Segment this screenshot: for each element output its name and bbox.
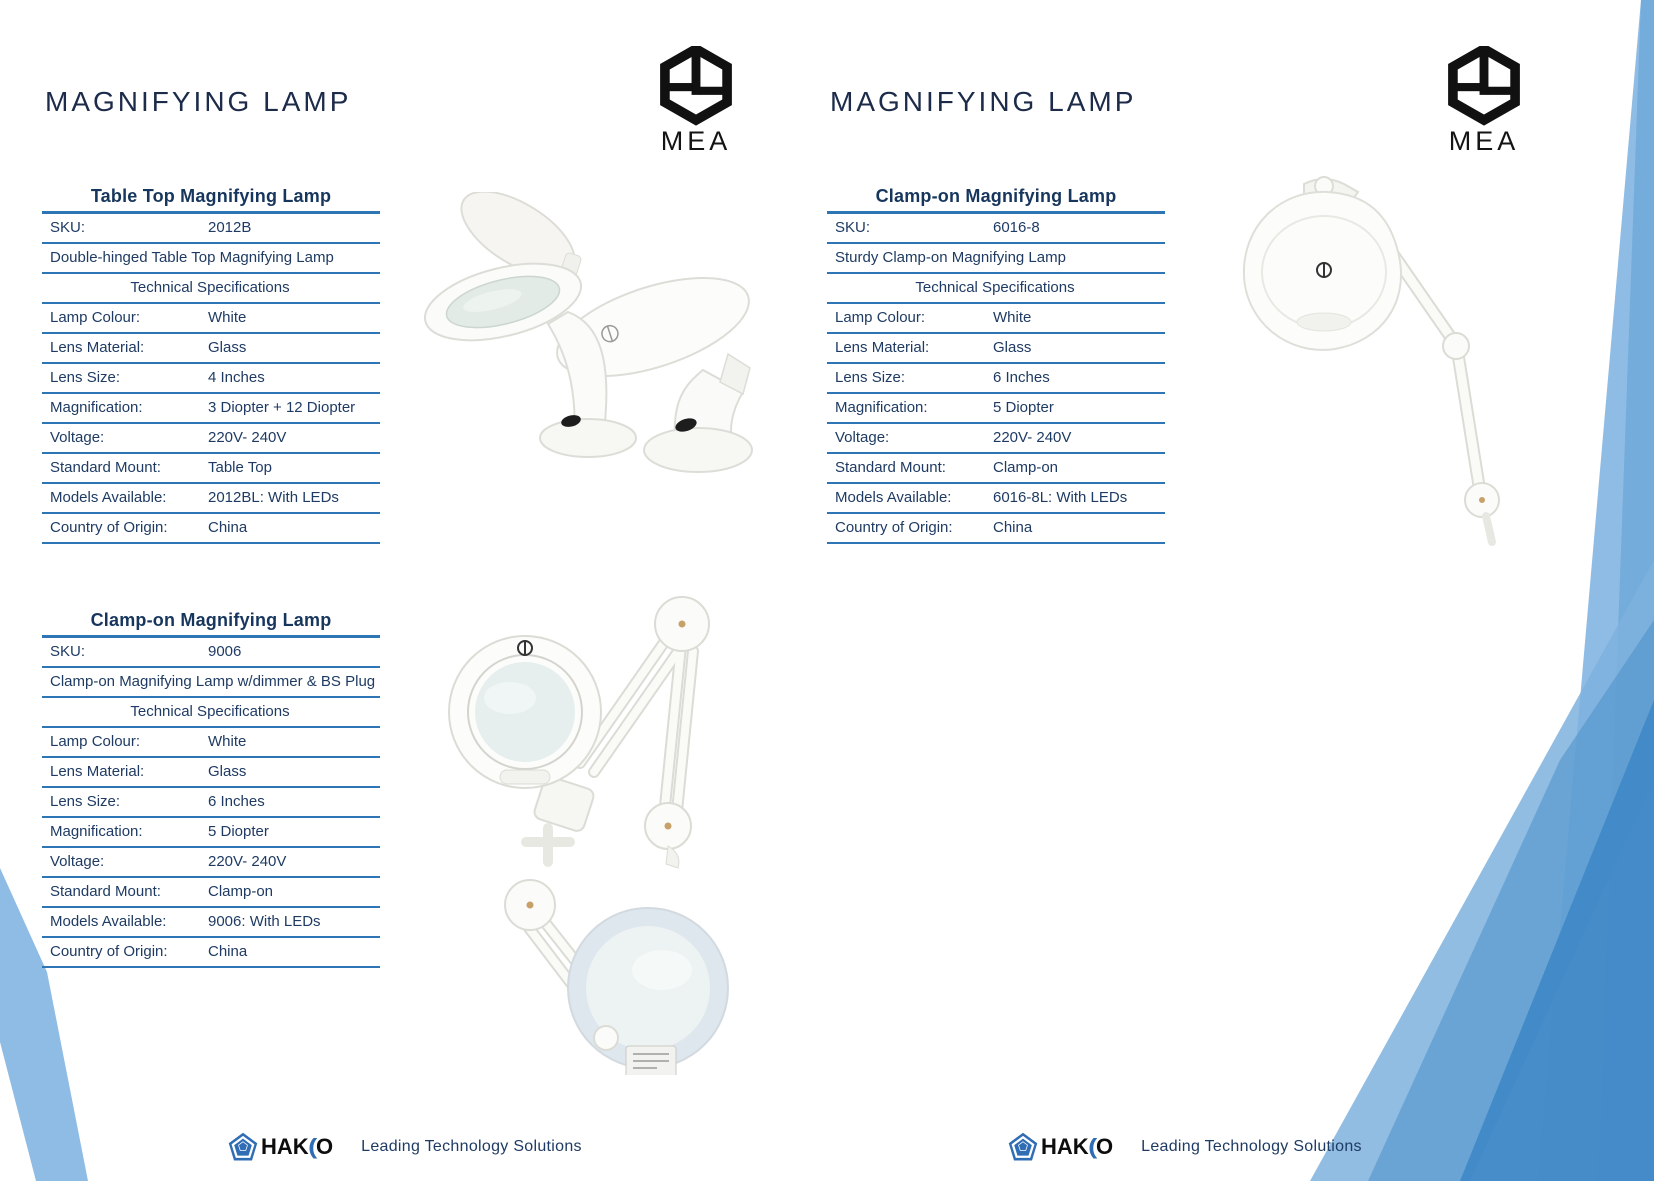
spec-label: SKU: [835, 219, 871, 236]
spec-value: 220V- 240V [208, 853, 287, 870]
spec-label: Lens Size: [835, 369, 906, 386]
mea-hexagon-icon [659, 46, 733, 126]
spec-row [42, 334, 380, 364]
spec-value: 220V- 240V [208, 429, 287, 446]
hakko-logo [228, 1132, 333, 1162]
spec-row [42, 758, 380, 788]
spec-row [42, 304, 380, 334]
spec-value: Glass [208, 339, 247, 356]
spec-value: 6 Inches [208, 793, 265, 810]
spec-row [42, 908, 380, 938]
spec-label: Country of Origin: [50, 943, 168, 960]
spec-row [42, 728, 380, 758]
spec-row [42, 848, 380, 878]
spec-row [42, 818, 380, 848]
spec-value: 220V- 240V [993, 429, 1072, 446]
product-photo-clamp-lamp-9006 [430, 550, 755, 1075]
spec-row [42, 484, 380, 514]
spec-label: Lens Size: [50, 793, 121, 810]
spec-label: Magnification: [835, 399, 928, 416]
spec-row [827, 424, 1165, 454]
spec-row [42, 364, 380, 394]
spec-row [42, 454, 380, 484]
hakko-wordmark: HAK(O [1041, 1134, 1114, 1159]
sku-row [42, 214, 380, 244]
mea-logo-left [638, 46, 754, 155]
table-title: Table Top Magnifying Lamp [42, 186, 380, 214]
spec-row [42, 938, 380, 968]
footer-left [228, 1130, 582, 1164]
spec-value: 2012B [208, 219, 252, 236]
spec-value: Clamp-on [208, 883, 274, 900]
table-title: Clamp-on Magnifying Lamp [42, 610, 380, 638]
hakko-wordmark: HAK(O [261, 1134, 334, 1159]
description-row: Double-hinged Table Top Magnifying Lamp [42, 244, 380, 274]
spec-value: 9006: With LEDs [208, 913, 321, 930]
spec-row [827, 364, 1165, 394]
page-title-left: MAGNIFYING LAMP [45, 86, 352, 117]
spec-value: 5 Diopter [208, 823, 269, 840]
footer-tagline: Leading Technology Solutions [361, 1138, 582, 1155]
product-photo-clamp-lamp-6016 [1212, 170, 1547, 560]
spec-value: China [208, 943, 248, 960]
product-photo-table-top-lamp [398, 192, 793, 487]
spec-value: Clamp-on [993, 459, 1059, 476]
spec-row [827, 334, 1165, 364]
spec-value: 3 Diopter + 12 Diopter [208, 399, 356, 416]
spec-table-table-top [42, 186, 380, 544]
sku-row [42, 638, 380, 668]
spec-value: 6016-8L: With LEDs [993, 489, 1128, 506]
spec-label: Lens Size: [50, 369, 121, 386]
spec-label: Lens Material: [835, 339, 930, 356]
mea-hexagon-icon [1447, 46, 1521, 126]
spec-value: White [208, 309, 247, 326]
spec-value: 6 Inches [993, 369, 1050, 386]
spec-value: White [993, 309, 1032, 326]
spec-label: Models Available: [835, 489, 952, 506]
spec-row [827, 484, 1165, 514]
hakko-pentagon-icon [228, 1132, 258, 1162]
spec-label: Standard Mount: [50, 459, 161, 476]
hakko-paren-glyph: ( [1087, 1134, 1097, 1159]
footer-right [1008, 1130, 1362, 1164]
spec-row [827, 394, 1165, 424]
spec-value: China [208, 519, 248, 536]
spec-value: Table Top [208, 459, 272, 476]
description-row: Sturdy Clamp-on Magnifying Lamp [827, 244, 1165, 274]
spec-label: Voltage: [50, 853, 105, 870]
spec-row [827, 514, 1165, 544]
spec-value: Glass [208, 763, 247, 780]
mea-logo-text: MEA [660, 126, 732, 156]
spec-label: Magnification: [50, 823, 143, 840]
spec-table-clamp-6016 [827, 186, 1165, 544]
page-title-right: MAGNIFYING LAMP [830, 86, 1137, 117]
spec-label: Models Available: [50, 489, 167, 506]
spec-value: 2012BL: With LEDs [208, 489, 339, 506]
spec-value: 9006 [208, 643, 242, 660]
spec-value: Glass [993, 339, 1032, 356]
spec-value: 4 Inches [208, 369, 265, 386]
spec-value: 6016-8 [993, 219, 1040, 236]
spec-value: 5 Diopter [993, 399, 1054, 416]
spec-label: Lens Material: [50, 339, 145, 356]
hakko-pentagon-icon [1008, 1132, 1038, 1162]
spec-label: Country of Origin: [50, 519, 168, 536]
spec-label: Country of Origin: [835, 519, 953, 536]
section-header-row: Technical Specifications [42, 698, 380, 728]
spec-label: Voltage: [835, 429, 890, 446]
spec-row [42, 514, 380, 544]
table-title: Clamp-on Magnifying Lamp [827, 186, 1165, 214]
footer-tagline: Leading Technology Solutions [1141, 1138, 1362, 1155]
spec-label: SKU: [50, 643, 86, 660]
sku-row [827, 214, 1165, 244]
spec-label: Lamp Colour: [835, 309, 926, 326]
spec-label: Standard Mount: [835, 459, 946, 476]
spec-value: White [208, 733, 247, 750]
spec-label: Lamp Colour: [50, 733, 141, 750]
hakko-paren-glyph: ( [307, 1134, 317, 1159]
description-row: Clamp-on Magnifying Lamp w/dimmer & BS Plug [42, 668, 380, 698]
spec-label: Lamp Colour: [50, 309, 141, 326]
spec-label: Models Available: [50, 913, 167, 930]
spec-label: SKU: [50, 219, 86, 236]
spec-row [42, 424, 380, 454]
spec-row [42, 788, 380, 818]
spec-label: Lens Material: [50, 763, 145, 780]
spec-row [42, 878, 380, 908]
spec-row [827, 454, 1165, 484]
mea-logo-text: MEA [1448, 126, 1520, 156]
spec-value: China [993, 519, 1033, 536]
spec-row [42, 394, 380, 424]
spec-table-clamp-9006 [42, 610, 380, 968]
spec-label: Magnification: [50, 399, 143, 416]
spec-row [827, 304, 1165, 334]
section-header-row: Technical Specifications [827, 274, 1165, 304]
hakko-logo [1008, 1132, 1113, 1162]
section-header-row: Technical Specifications [42, 274, 380, 304]
spec-label: Standard Mount: [50, 883, 161, 900]
spec-label: Voltage: [50, 429, 105, 446]
mea-logo-right [1426, 46, 1542, 155]
